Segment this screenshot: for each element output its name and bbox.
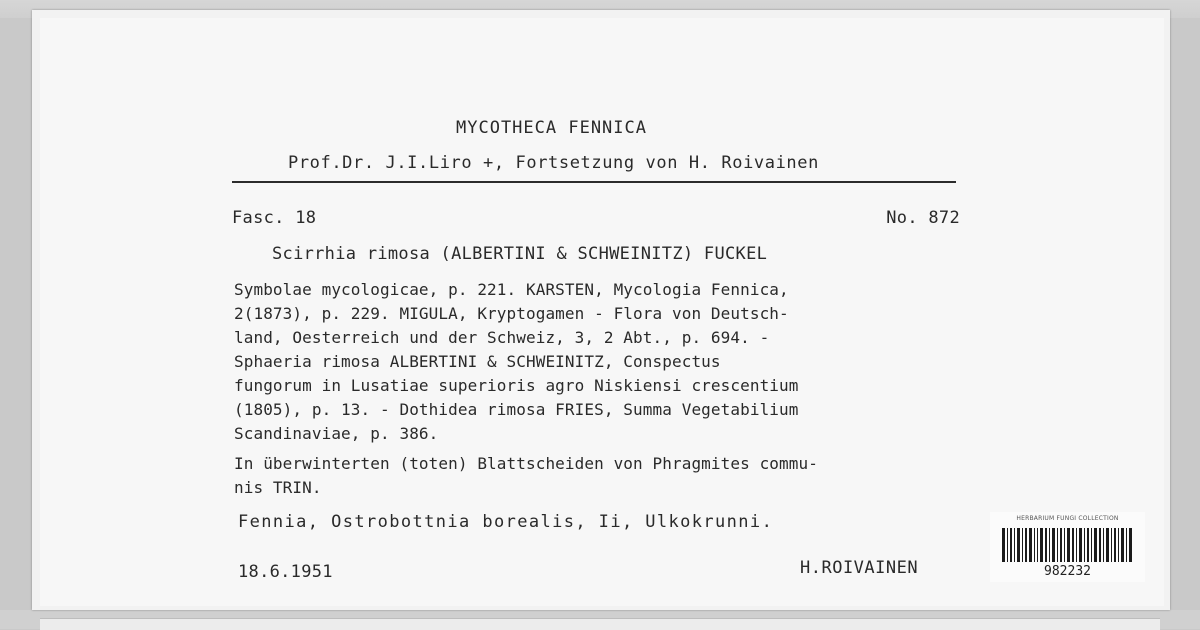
- references-paragraph: [234, 278, 964, 446]
- species-name: Scirrhia rimosa (ALBERTINI & SCHWEINITZ) FUCKEL: [272, 244, 768, 264]
- habitat-line: nis TRIN.: [234, 478, 322, 497]
- collection-date: 18.6.1951: [238, 562, 333, 582]
- fascicle: Fasc. 18: [232, 208, 317, 228]
- collector: H.ROIVAINEN: [800, 558, 919, 578]
- barcode-label: [990, 512, 1145, 582]
- label-title: MYCOTHECA FENNICA: [456, 118, 647, 138]
- backdrop-strip: [40, 618, 1160, 630]
- reference-line: land, Oesterreich und der Schweiz, 3, 2 Abt., p. 694. -: [234, 328, 770, 347]
- reference-line: Symbolae mycologicae, p. 221. KARSTEN, Mycologia Fennica,: [234, 280, 789, 299]
- reference-line: (1805), p. 13. - Dothidea rimosa FRIES, Summa Vegetabilium: [234, 400, 799, 419]
- habitat-line: In überwinterten (toten) Blattscheiden von Phragmites commu-: [234, 454, 818, 473]
- barcode-number: 982232: [1044, 564, 1091, 579]
- title-rule: [232, 181, 956, 183]
- reference-line: Scandinaviae, p. 386.: [234, 424, 439, 443]
- barcode-header: HERBARIUM FUNGI COLLECTION: [1016, 515, 1119, 522]
- barcode-icon: [1002, 528, 1133, 562]
- specimen-number: No. 872: [886, 208, 960, 228]
- label-subtitle: Prof.Dr. J.I.Liro +, Fortsetzung von H. Roivainen: [288, 153, 819, 173]
- reference-line: 2(1873), p. 229. MIGULA, Kryptogamen - Flora von Deutsch-: [234, 304, 789, 323]
- reference-line: fungorum in Lusatiae superioris agro Niskiensi crescentium: [234, 376, 799, 395]
- locality: Fennia, Ostrobottnia borealis, Ii, Ulkokrunni.: [238, 512, 774, 532]
- habitat-paragraph: [234, 452, 964, 500]
- reference-line: Sphaeria rimosa ALBERTINI & SCHWEINITZ, Conspectus: [234, 352, 721, 371]
